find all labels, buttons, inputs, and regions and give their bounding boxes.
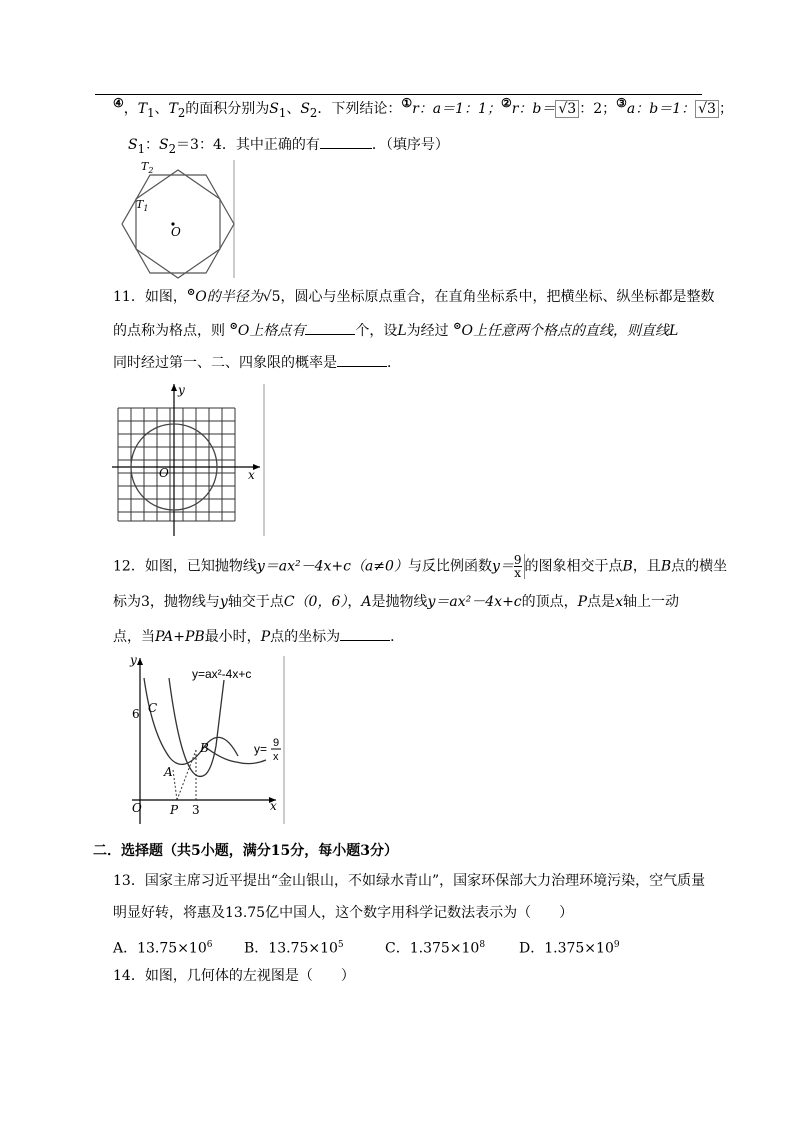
- segment-pa: [173, 770, 177, 800]
- y-axis-arrow-icon: [171, 384, 177, 391]
- segment-pb: [177, 750, 196, 800]
- q11-grid-figure: [112, 382, 268, 538]
- option-c[interactable]: C．$1.375\times 10^8$: [385, 940, 486, 957]
- hyperbola-numerator: 9: [273, 737, 280, 749]
- parabola-curve: [169, 678, 224, 776]
- q11-line3: 同时经过第一、二、四象限的概率是 ．: [113, 352, 401, 372]
- q10-hexagon-figure: [108, 158, 236, 280]
- label-x: x: [248, 468, 255, 482]
- hyperbola-label: y=: [254, 742, 268, 756]
- q11-line1: 11．如图，⊙O的半径为√5，圆心与坐标原点重合，在直角坐标系中，把横坐标、纵坐标都是整数: [113, 287, 715, 305]
- q13-line1: 13．国家主席习近平提出“金山银山，不如绿水青山”，国家环保部大力治理环境污染，空气质量: [113, 873, 706, 889]
- q12-graph-figure: [112, 652, 288, 826]
- label-6: 6: [132, 707, 140, 721]
- answer-blank: [337, 352, 387, 367]
- circled-number-4: ④: [113, 96, 124, 110]
- hexagon-t2: [122, 175, 234, 273]
- option-b[interactable]: B．$13.75\times 10^5$: [244, 940, 344, 957]
- label-t2: $T_2$: [141, 160, 154, 175]
- circle-o-symbol: ⊙: [186, 287, 196, 298]
- label-y: y: [130, 653, 137, 667]
- hexagon-t1: [136, 170, 220, 278]
- sqrt5: √5: [262, 289, 281, 305]
- label-o: O: [159, 466, 169, 480]
- label-x: x: [270, 799, 277, 813]
- label-y: y: [178, 383, 185, 397]
- label-c: C: [148, 701, 158, 715]
- label-a: A: [164, 765, 173, 779]
- parabola-label: y=ax²-4x+c: [192, 667, 252, 681]
- answer-blank: [340, 626, 390, 641]
- q10-line2: $S_1$：$S_2=3$：4．其中正确的有 ．（填序号）: [128, 134, 449, 158]
- label-o: O: [132, 801, 142, 815]
- label-t1: $T_1$: [136, 198, 149, 213]
- answer-blank: [320, 134, 372, 149]
- q11-line2: 的点称为格点，则 ⊙O上格点有 个，设L为经过 ⊙O上任意两个格点的直线，则直线L: [113, 321, 679, 339]
- label-3: 3: [192, 803, 200, 817]
- q12-line1: 12．如图，已知抛物线y＝ax²－4x+c（a≠0）与反比例函数y＝ $\frac{9}{x}$ 的图象相交于点B，且B点的横坐: [113, 553, 728, 580]
- option-a[interactable]: A．$13.75\times 10^6$: [113, 940, 213, 957]
- q14-line1: 14．如图，几何体的左视图是（ ）: [113, 968, 355, 984]
- option-d[interactable]: D．$1.375\times 10^9$: [519, 940, 620, 957]
- q12-line3: 点，当PA+PB最小时，P点的坐标为 ．: [113, 626, 404, 646]
- parabola-left-branch: [144, 678, 238, 764]
- fraction-9-over-x: $\frac{9}{x}$: [514, 554, 525, 579]
- label-o: O: [171, 225, 181, 239]
- y-axis-arrow-icon: [137, 658, 143, 665]
- answer-blank: [305, 320, 355, 335]
- section-heading: 二．选择题（共5小题，满分15分，每小题3分）: [93, 843, 398, 859]
- hyperbola-denominator: x: [273, 751, 279, 763]
- label-p: P: [170, 803, 179, 817]
- q13-line2: 明显好转，将惠及13.75亿中国人，这个数字用科学记数法表示为（ ）: [113, 905, 574, 921]
- label-b: B: [200, 741, 209, 755]
- circled-number-1: ①: [401, 96, 413, 110]
- circled-number-2: ②: [500, 96, 512, 110]
- q10-line1: ④，$T_1$、$T_2$的面积分别为$S_1$、$S_2$．下列结论：①r：a＝1：1；②r：b＝ √3 ：2；③a：b＝1： √3 ；: [113, 96, 733, 120]
- sqrt3-box: √3: [555, 100, 579, 118]
- sqrt3-box: √3: [695, 100, 719, 118]
- q13-options: [113, 936, 620, 958]
- circled-number-3: ③: [616, 96, 627, 110]
- q12-line2: 标为3，抛物线与y轴交于点C（0，6），A是抛物线y＝ax²－4x+c的顶点，P点是x轴上一动: [113, 594, 679, 610]
- header-rule: [95, 94, 702, 95]
